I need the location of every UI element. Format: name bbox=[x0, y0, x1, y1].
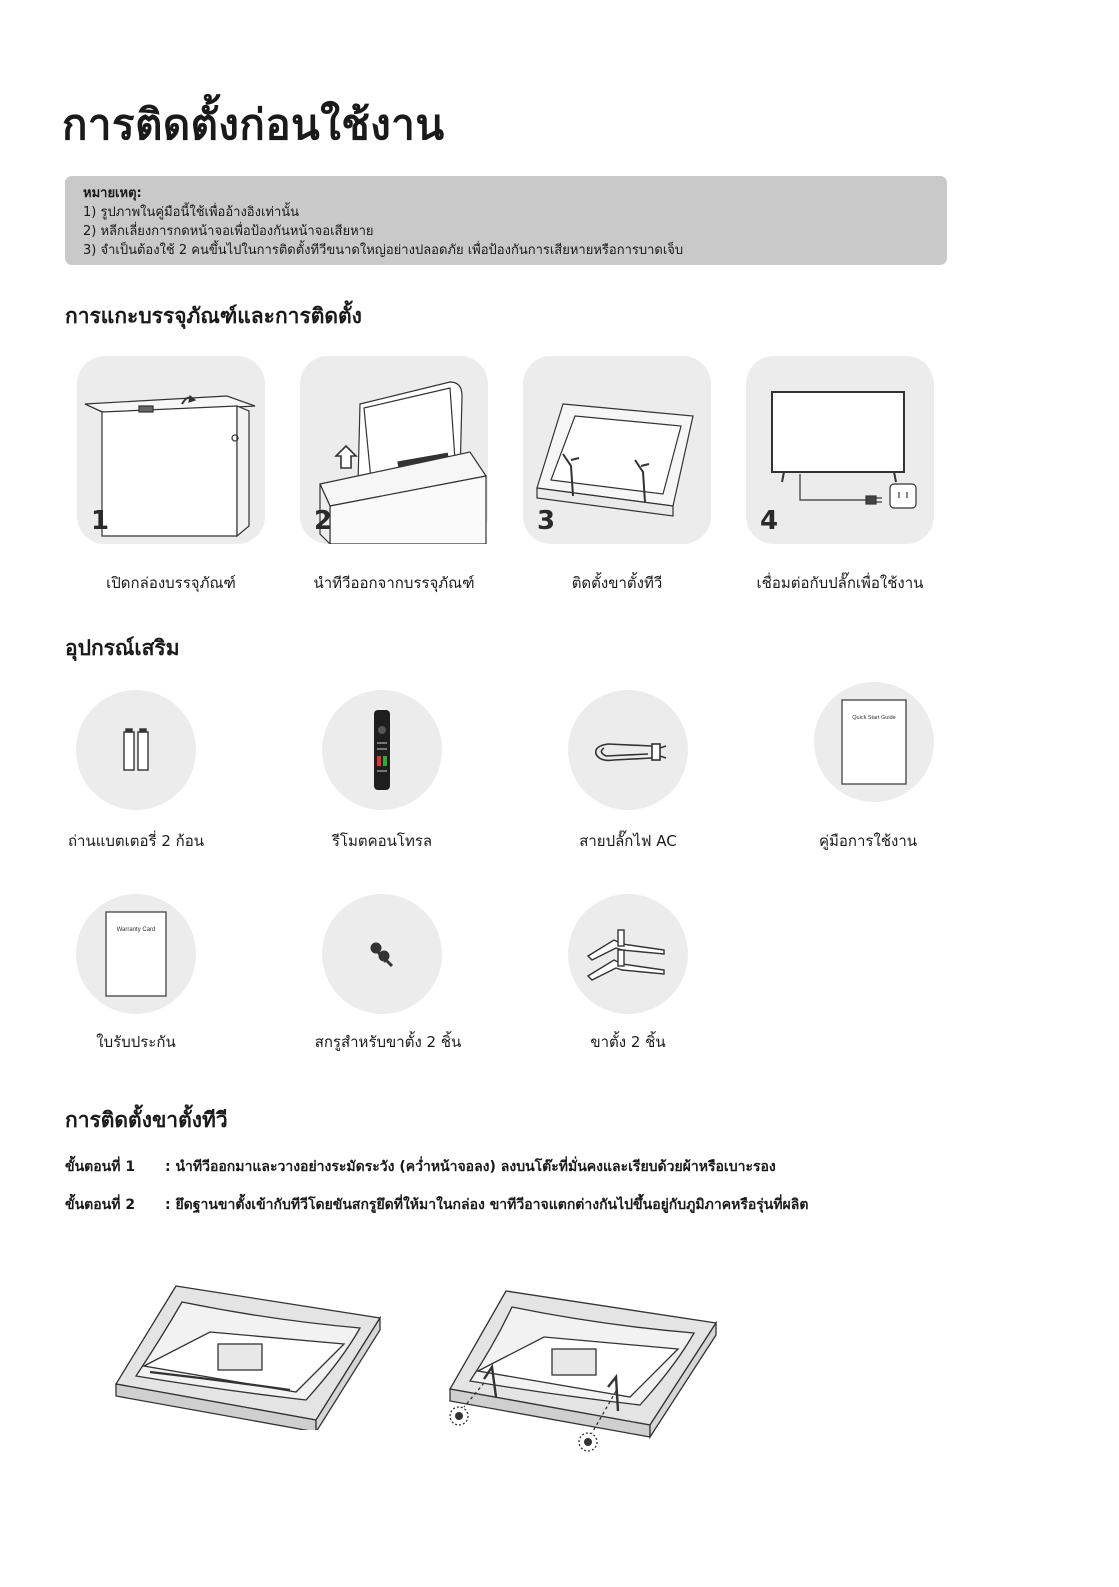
accessory-caption: สายปลั๊กไฟ AC bbox=[579, 832, 677, 850]
accessory-manual bbox=[814, 682, 934, 802]
accessory-batteries bbox=[76, 690, 196, 810]
note-item: 1) รูปภาพในคู่มือนี้ใช้เพื่ออ้างอิงเท่านั้น bbox=[83, 205, 300, 220]
step-caption: เชื่อมต่อกับปลั๊กเพื่อใช้งาน bbox=[756, 574, 924, 592]
note-item: 2) หลีกเลี่ยงการกดหน้าจอเพื่อป้องกันหน้าจอเสียหาย bbox=[83, 224, 374, 239]
accessories-section-title: อุปกรณ์เสริม bbox=[65, 636, 180, 660]
note-box bbox=[65, 176, 947, 265]
note-heading: หมายเหตุ: bbox=[83, 186, 142, 201]
accessory-caption: ใบรับประกัน bbox=[96, 1033, 176, 1051]
warranty-card-icon bbox=[76, 894, 196, 1014]
accessory-power-cord bbox=[568, 690, 688, 810]
accessory-warranty-card bbox=[76, 894, 196, 1014]
accessory-remote bbox=[322, 690, 442, 810]
install-step-text: : นำทีวีออกมาและวางอย่างระมัดระวัง (คว่ำหน้าจอลง) ลงบนโต๊ะที่มั่นคงและเรียบด้วยผ้าหรือเบาะรอง bbox=[165, 1159, 776, 1175]
accessory-stand-legs bbox=[568, 894, 688, 1014]
tv-face-down-diagram bbox=[110, 1280, 390, 1430]
screws-icon bbox=[322, 894, 442, 1014]
step-card-open-box bbox=[77, 356, 265, 544]
install-step-text: : ยึดฐานขาตั้งเข้ากับทีวีโดยขันสกรูยึดที่ให้มาในกล่อง ขาทีวีอาจแตกต่างกันไปขึ้นอยู่กับภูมิภาคหรือรุ่นที่ผลิต bbox=[165, 1197, 809, 1213]
step-caption: นำทีวีออกจากบรรจุภัณฑ์ bbox=[313, 574, 475, 592]
step-card-plug-in bbox=[746, 356, 934, 544]
stand-legs-icon bbox=[568, 894, 688, 1014]
step-number: 3 bbox=[537, 506, 556, 536]
install-step-label: ขั้นตอนที่ 2 bbox=[65, 1197, 136, 1213]
unpacking-section-title: การแกะบรรจุภัณฑ์และการติดตั้ง bbox=[65, 304, 362, 328]
attach-stand-diagram bbox=[440, 1285, 725, 1465]
accessory-caption: สกรูสำหรับขาตั้ง 2 ชิ้น bbox=[314, 1033, 462, 1051]
install-step-2 bbox=[65, 1194, 808, 1216]
step-caption: เปิดกล่องบรรจุภัณฑ์ bbox=[106, 574, 236, 592]
manual-cover-text: Quick Start Guide bbox=[852, 715, 896, 721]
power-cord-icon bbox=[568, 690, 688, 810]
remote-control-icon bbox=[322, 690, 442, 810]
step-number: 4 bbox=[760, 506, 779, 536]
page-title: การติดตั้งก่อนใช้งาน bbox=[62, 100, 445, 149]
step-caption: ติดตั้งขาตั้งทีวี bbox=[571, 574, 663, 592]
step-number: 1 bbox=[91, 506, 110, 536]
step-number: 2 bbox=[314, 506, 333, 536]
install-step-label: ขั้นตอนที่ 1 bbox=[65, 1159, 136, 1175]
install-step-1 bbox=[65, 1156, 776, 1178]
accessory-screws bbox=[322, 894, 442, 1014]
step-card-install-stand bbox=[523, 356, 711, 544]
warranty-cover-text: Warranty Card bbox=[116, 927, 156, 933]
note-item: 3) จำเป็นต้องใช้ 2 คนขึ้นไปในการติดตั้งทีวีขนาดใหญ่อย่างปลอดภัย เพื่อป้องกันการเสียหายหรือการบาดเจ็บ bbox=[83, 243, 684, 258]
accessory-caption: ถ่านแบตเตอรี่ 2 ก้อน bbox=[67, 832, 205, 850]
accessory-caption: รีโมตคอนโทรล bbox=[331, 832, 433, 850]
accessory-caption: ขาตั้ง 2 ชิ้น bbox=[590, 1033, 666, 1051]
batteries-icon bbox=[76, 690, 196, 810]
accessory-caption: คู่มือการใช้งาน bbox=[819, 832, 917, 850]
stand-install-section-title: การติดตั้งขาตั้งทีวี bbox=[65, 1108, 228, 1132]
manual-icon bbox=[814, 682, 934, 802]
step-card-lift-tv bbox=[300, 356, 488, 544]
